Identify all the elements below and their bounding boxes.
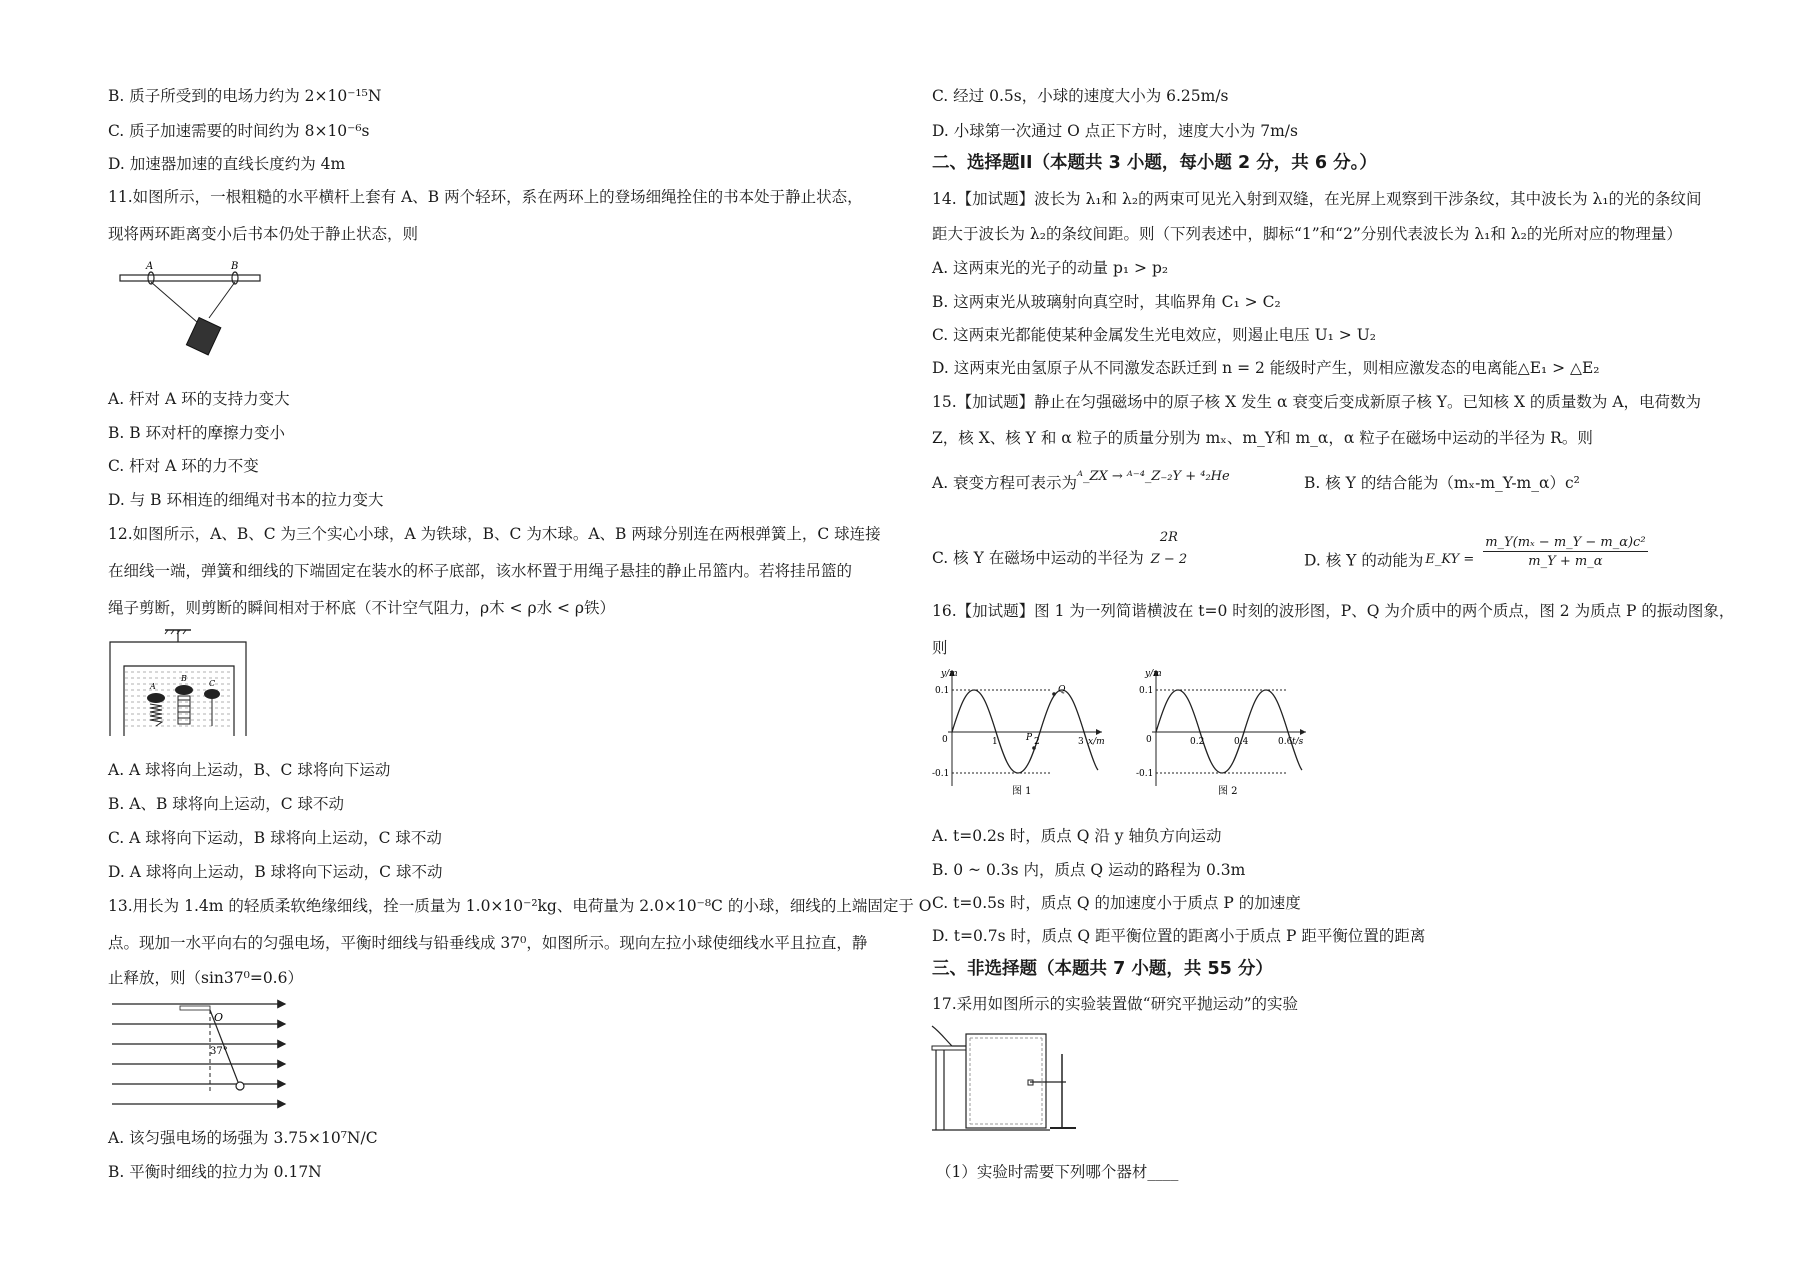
label-a: A [146,261,154,272]
q15-option-a [932,469,1230,495]
q13-option-d: D. 小球第一次通过 O 点正下方时，速度大小为 7m/s [932,122,1298,140]
q16-option-c: C. t=0.5s 时，质点 Q 的加速度小于质点 P 的加速度 [932,894,1301,912]
y-axis-label: y/m [1145,669,1162,679]
q10-option-c: C. 质子加速需要的时间约为 8×10⁻⁶s [108,122,370,140]
figure-caption: 图 1 [1012,786,1032,797]
q11-option-d: D. 与 B 环相连的细绳对书本的拉力变大 [108,491,384,509]
q17-stem: 17.采用如图所示的实验装置做“研究平抛运动”的实验 [932,995,1298,1013]
q11-option-c: C. 杆对 A 环的力不变 [108,457,259,475]
ball-a [147,693,165,703]
point-q [1052,692,1056,696]
q16-option-d: D. t=0.7s 时，质点 Q 距平衡位置的距离小于质点 P 距平衡位置的距离 [932,927,1426,945]
label-b: B [181,674,187,683]
q15-option-b: B. 核 Y 的结合能为（mₓ-m_Y-m_α）c² [1304,474,1580,492]
q14-stem-line1: 14.【加试题】波长为 λ₁和 λ₂的两束可见光入射到双缝，在光屏上观察到干涉条纹，其中波长为 λ₁的光的条纹间 [932,190,1702,208]
board [966,1034,1046,1128]
charged-ball [236,1082,244,1090]
field-lines [112,1004,285,1104]
q15-stem-line1: 15.【加试题】静止在匀强磁场中的原子核 X 发生 α 衰变后变成新原子核 Y。已知核 X 的质量数为 A，电荷数为 [932,393,1702,411]
string-b [209,282,235,318]
label-o: O [214,1011,224,1024]
spring-a [150,704,162,726]
q10-option-b: B. 质子所受到的电场力约为 2×10⁻¹⁵N [108,87,382,105]
q16-figure-2 [1134,668,1309,796]
tick-2: 2 [1034,737,1040,747]
q13-stem-line1: 13.用长为 1.4m 的轻质柔软绝缘细线，拴一质量为 1.0×10⁻²kg、电荷量为 2.0×10⁻⁸C 的小球，细线的上端固定于 O [108,897,932,915]
q15-option-c-label: C. 核 Y 在磁场中运动的半径为 [932,549,1144,567]
q14-option-a: A. 这两束光的光子的动量 p₁ > p₂ [932,259,1169,277]
q12-stem-line2: 在细线一端，弹簧和细线的下端固定在装水的杯子底部，该水杯置于用绳子悬挂的静止吊篮内。若将挂吊篮的 [108,562,853,580]
tick-bottom: -0.1 [1136,769,1154,779]
tick-top: 0.1 [935,686,950,696]
q15-option-d-label: D. 核 Y 的动能为 [1304,551,1424,570]
x-axis-label: t/s [1292,737,1304,747]
label-q: Q [1058,685,1066,695]
q10-option-d: D. 加速器加速的直线长度约为 4m [108,155,346,173]
x-axis-label: x/m [1088,737,1105,747]
q16-option-a: A. t=0.2s 时，质点 Q 沿 y 轴负方向运动 [932,827,1222,845]
q13-option-c: C. 经过 0.5s，小球的速度大小为 6.25m/s [932,87,1229,105]
q16-stem-line1: 16.【加试题】图 1 为一列简谐横波在 t=0 时刻的波形图，P、Q 为介质中的两个质点，图 2 为质点 P 的振动图象， [932,602,1735,620]
q13-figure [110,1000,290,1115]
q13-stem-line2: 点。现加一水平向右的匀强电场，平衡时细线与铅垂线成 37⁰，如图所示。现向左拉小球使细线水平且拉直，静 [108,934,868,952]
q12-option-d: D. A 球将向上运动，B 球将向下运动，C 球不动 [108,863,443,881]
q15-option-c [932,530,1188,573]
label-a: A [150,682,156,691]
ball-b [175,685,193,695]
q15-option-a-label: A. 衰变方程可表示为 [932,474,1078,492]
q16-stem-line2: 则 [932,639,948,657]
horizontal-bar [120,275,260,281]
cup [124,666,234,736]
section-3-heading: 三、非选择题（本题共 7 小题，共 55 分） [932,959,1273,979]
q11-stem-line2: 现将两环距离变小后书本仍处于静止状态，则 [108,225,419,243]
tick-bottom: -0.1 [932,769,950,779]
label-b: B [231,261,239,272]
label-p: P [1026,733,1033,743]
q12-option-a: A. A 球将向上运动，B、C 球将向下运动 [108,761,391,779]
q12-option-b: B. A、B 球将向上运动，C 球不动 [108,795,345,813]
q17-figure [930,1024,1080,1134]
fraction-numerator: m_Y(mₓ − m_Y − m_α)c² [1485,535,1646,550]
q12-option-c: C. A 球将向下运动，B 球将向上运动，C 球不动 [108,829,442,847]
q14-stem-line2: 距大于波长为 λ₂的条纹间距。则（下列表述中，脚标“1”和“2”分别代表波长为 λ₁和 λ₂的光所对应的物理量） [932,225,1682,243]
ball-c [204,689,220,699]
fraction-denominator: m_Y + m_α [1528,554,1603,569]
tick-3: 3 [1078,737,1084,747]
tick-origin: 0 [942,735,948,745]
q17-subquestion-1: （1）实验时需要下列哪个器材____ [936,1163,1179,1181]
tick-top: 0.1 [1139,686,1154,696]
q13-stem-line3: 止释放，则（sin37⁰=0.6） [108,969,303,987]
tick-0-6: 0.6 [1278,737,1293,747]
q15-stem-line2: Z，核 X、核 Y 和 α 粒子的质量分别为 mₓ、m_Y和 m_α，α 粒子在磁场中运动的半径为 R。则 [932,429,1593,447]
decay-equation: ᴬ_ZX → ᴬ⁻⁴_Z₋₂Y + ⁴₂He [1077,469,1230,484]
spring-b [178,700,190,718]
q16-option-b: B. 0 ~ 0.3s 内，质点 Q 运动的路程为 0.3m [932,861,1246,879]
q12-figure [108,628,253,738]
chute [932,1026,966,1046]
string-a [151,282,197,322]
energy-fraction [1483,535,1647,578]
label-c: C [209,679,216,688]
q14-option-c: C. 这两束光都能使某种金属发生光电效应，则遏止电压 U₁ > U₂ [932,326,1376,344]
q11-option-b: B. B 环对杆的摩擦力变小 [108,424,286,442]
q15-option-d [1304,535,1648,578]
section-2-heading: 二、选择题II（本题共 3 小题，每小题 2 分，共 6 分。） [932,153,1377,173]
tick-0-4: 0.4 [1234,737,1249,747]
q11-option-a: A. 杆对 A 环的支持力变大 [108,390,290,408]
radius-fraction [1150,530,1188,573]
q12-stem-line1: 12.如图所示，A、B、C 为三个实心小球，A 为铁球，B、C 为木球。A、B 两球分别连在两根弹簧上，C 球连接 [108,525,881,543]
angle-label: 37° [210,1046,228,1057]
y-axis-label: y/m [941,669,958,679]
tick-0-2: 0.2 [1190,737,1205,747]
fraction-numerator: 2R [1159,530,1178,545]
q14-option-b: B. 这两束光从玻璃射向真空时，其临界角 C₁ > C₂ [932,293,1281,311]
q11-figure [115,258,265,358]
tick-1: 1 [992,737,998,747]
book [186,318,220,355]
q14-option-d: D. 这两束光由氢原子从不同激发态跃迁到 n = 2 能级时产生，则相应激发态的电离能△E₁ > △E₂ [932,359,1600,377]
figure-caption: 图 2 [1218,786,1238,797]
q16-figure-1 [930,668,1105,796]
q11-stem-line1: 11.如图所示，一根粗糙的水平横杆上套有 A、B 两个轻环，系在两环上的登场细绳拴住的书本处于静止状态， [108,188,863,206]
q12-stem-line3: 绳子剪断，则剪断的瞬间相对于杯底（不计空气阻力，ρ木 < ρ水 < ρ铁） [108,599,616,617]
tick-origin: 0 [1146,735,1152,745]
fraction-denominator: Z − 2 [1150,552,1188,567]
q13-option-a: A. 该匀强电场的场强为 3.75×10⁷N/C [108,1129,378,1147]
q13-option-b: B. 平衡时细线的拉力为 0.17N [108,1163,322,1181]
kinetic-energy-lhs: E_KY = [1425,551,1475,567]
